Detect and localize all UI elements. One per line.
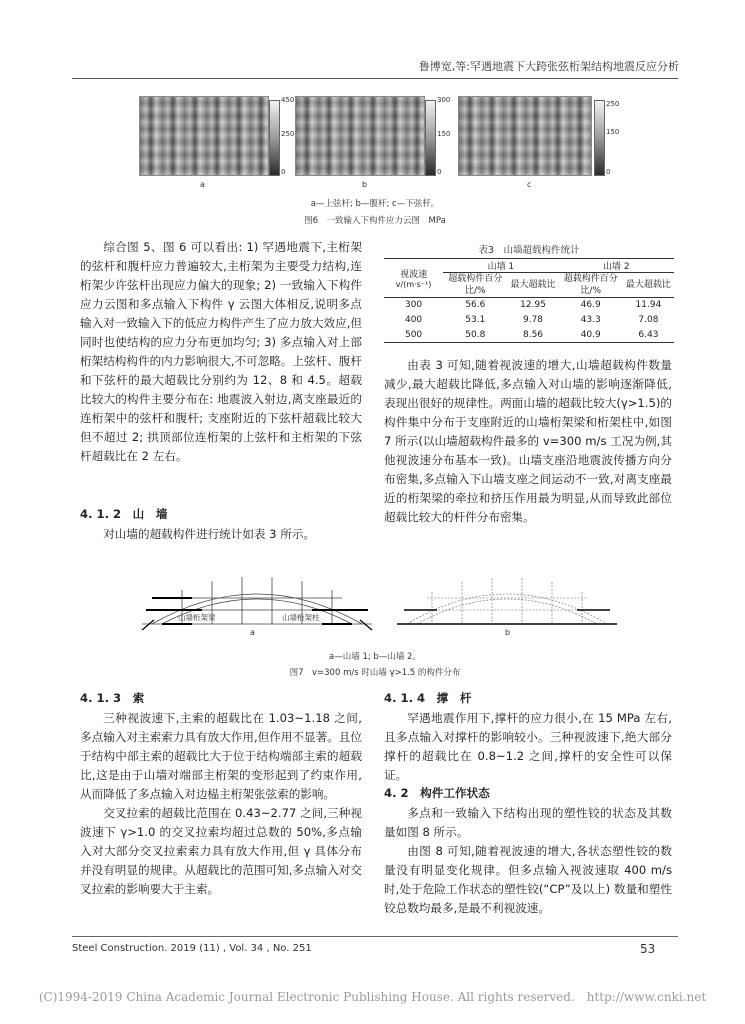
table-3-title: 表3 山墙超载构件统计 [478, 245, 580, 256]
colorbar-c [594, 100, 605, 176]
table-3 [384, 258, 674, 343]
scale-a-mid: 250 [281, 130, 295, 138]
colorbar-a [269, 100, 280, 176]
scale-b-max: 300 [437, 96, 451, 104]
strut-paragraph: 罕遇地震作用下,撑杆的应力很小,在 15 MPa 左右,且多点输入对撑杆的影响较小。三种视波速下,绝大部分撑杆的超载比在 0.8~1.2 之间,撑杆的安全性可以保证。 [384, 711, 672, 782]
heading-4-2: 4. 2 构件工作状态 [384, 786, 490, 800]
panel-a-label-7: a [250, 628, 255, 637]
label-column: 山墙桁架柱 [282, 613, 320, 622]
table-row: 500 50.8 8.56 40.9 6.43 [384, 328, 674, 343]
summary-paragraph: 综合图 5、图 6 可以看出: 1) 罕遇地震下,主桁架的弦杆和腹杆应力普遍较大,主桁架为主要受力结构,连桁架少许弦杆出现应力偏大的现象; 2) 一致输入下构件应力云图和多点输入下构件 γ 云图大体相反,说明多点输入对一致输入下的低应力构件产生了应力放大效应,但同时也使结构的应力分布更加均匀; 3) 多点输入对上部桁架结构构件的内力影响很大,不可忽略。上弦杆、腹杆和下弦杆的最大超载比分别约为 12、8 和 4.5。超载比较大的构件主要分布在: 地震波入射边,离支座最近的连桁架中的弦杆和腹杆; 支座附近的下弦杆超载比较大但不超过 2; 拱顶部位连桁架的上弦杆和主桁架的下弦杆超载比在 2 左右。 [80, 240, 362, 463]
figure-6-legend: a—上弦杆; b—腹杆; c—下弦杆。 [310, 199, 440, 209]
scale-c-mid: 150 [606, 128, 620, 136]
scale-b-min: 0 [437, 168, 442, 176]
sub-max-2: 最大超载比 [625, 280, 671, 290]
running-header: 鲁博宽,等:罕遇地震下大跨张弦桁架结构地震反应分析 [418, 60, 679, 73]
scale-c-max: 250 [606, 100, 620, 108]
header-rule [72, 78, 678, 79]
right-column-text [384, 356, 672, 527]
group-shanqiang-2: 山墙 2 [559, 259, 674, 273]
figure-6-caption: 图6 一致输入下构件应力云图 MPa [304, 216, 446, 226]
label-beam: 山墙桁架梁 [178, 613, 216, 622]
scale-a-max: 450 [281, 96, 295, 104]
section-4-1-4-text [384, 709, 672, 785]
hinge-analysis-paragraph: 由图 8 可知,随着视波速的增大,各状态塑性铰的数量没有明显变化规律。但多点输入视波速取 400 m/s 时,处于危险工作状态的塑性铰(“CP”及以上) 数量和塑性铰总数均最多,是最不利视波速。 [384, 844, 672, 915]
panel-b-label: b [362, 180, 368, 189]
shanqiang-1-drawing [132, 568, 382, 638]
journal-citation: Steel Construction. 2019 (11) , Vol. 34 , No. 251 [72, 943, 312, 954]
heading-4-1-2: 4. 1. 2 山 墙 [80, 507, 168, 521]
table-3-analysis: 由表 3 可知,随着视波速的增大,山墙超载构件数量减少,最大超载比降低,多点输入对山墙的影响逐渐降低,表现出很好的规律性。两面山墙的超载比较大(γ>1.5)的构件集中分布于支座附近的山墙桁架梁和桁架柱中,如图 7 所示(以山墙超载构件最多的 v=300 m/s 工况为例,其他视波速分布基本一致)。山墙支座沿地震波传播方向分布密集,多点输入下山墙支座之间运动不一致,对离支座最近的桁架梁的牵拉和挤压作用最为明显,从而导致此部位超载比较大的杆件分布密集。 [384, 358, 672, 524]
scale-c-min: 0 [606, 168, 611, 176]
left-column-text [80, 238, 362, 466]
table-row: 400 53.1 9.78 43.3 7.08 [404, 315, 659, 325]
scale-b-mid: 150 [437, 130, 451, 138]
sub-max-1: 最大超载比 [510, 280, 556, 290]
col-speed: 视波速 v/(m·s⁻¹) [384, 259, 443, 298]
scale-a-min: 0 [281, 168, 286, 176]
panel-b-label-7: b [505, 628, 511, 637]
cross-cable-paragraph: 交叉拉索的超载比范围在 0.43~2.77 之间,三种视波速下 γ>1.0 的交叉拉索均超过总数的 50%,多点输入对大部分交叉拉索索力具有放大作用,但 γ 具体分布并没有明显的规律。从超载比的范围可知,多点输入对交叉拉索的影响要大于主索。 [80, 806, 362, 896]
main-cable-paragraph: 三种视波速下,主索的超载比在 1.03~1.18 之间,多点输入对主索索力具有放大作用,但作用不显著。且位于结构中部主索的超载比大于位于结构端部主索的超载比,这是由于山墙对端部主桁架的变形起到了约束作用,从而降低了多点输入对边榀主桁架张弦索的影响。 [80, 711, 362, 801]
heading-4-1-4: 4. 1. 4 撑 杆 [384, 691, 472, 705]
stress-contour-a [139, 96, 269, 176]
hinge-intro-paragraph: 多点和一致输入下结构出现的塑性铰的状态及其数量如图 8 所示。 [384, 806, 672, 839]
stress-contour-c [458, 96, 592, 176]
heading-4-1-3: 4. 1. 3 索 [80, 691, 145, 705]
sub-pct-1: 超载构件百分比/% [448, 274, 503, 296]
figure-7-legend: a—山墙 1; b—山墙 2。 [329, 652, 421, 662]
section-4-2-text [384, 804, 672, 918]
page-number: 53 [640, 942, 656, 956]
colorbar-b [425, 100, 436, 176]
table-row: 300 56.6 12.95 46.9 11.94 [404, 300, 662, 311]
footer-rule [72, 936, 678, 937]
stress-contour-b [295, 96, 425, 176]
shanqiang-intro: 对山墙的超载构件进行统计如表 3 所示。 [103, 527, 316, 541]
group-shanqiang-1: 山墙 1 [443, 259, 558, 273]
figure-7-caption: 图7 v=300 m/s 时山墙 γ>1.5 的构件分布 [289, 668, 461, 678]
section-4-1-3-text [80, 709, 362, 899]
panel-a-label: a [200, 180, 205, 189]
copyright-watermark: (C)1994-2019 China Academic Journal Electronic Publishing House. All rights reserved. http://www.cnki.net [38, 990, 707, 1004]
panel-c-label: c [527, 180, 532, 189]
sub-pct-2: 超载构件百分比/% [563, 274, 618, 296]
